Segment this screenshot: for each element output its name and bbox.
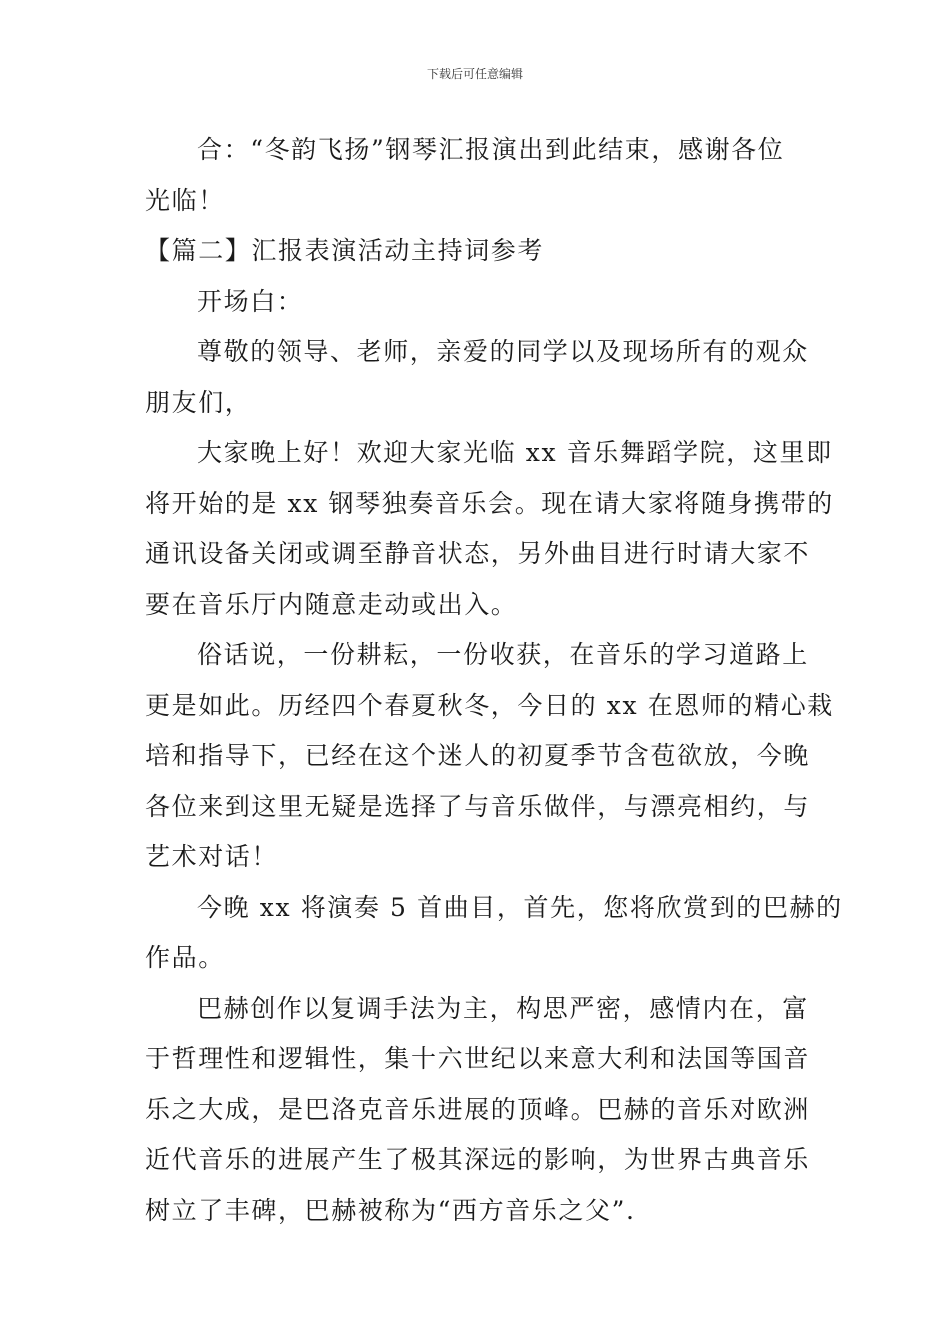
paragraph-welcome-line: 要在音乐厅内随意走动或出入。 [145, 589, 518, 619]
paragraph-proverb-line: 培和指导下，已经在这个迷人的初夏季节含苞欲放，今晚 [145, 741, 811, 770]
paragraph-closing-line: 合：“冬韵飞扬”钢琴汇报演出到此结束，感谢各位 [197, 135, 785, 164]
document-body [145, 125, 843, 1236]
paragraph-bach-line: 巴赫创作以复调手法为主，构思严密，感情内在，富 [197, 993, 809, 1023]
paragraph-proverb-line: 各位来到这里无疑是选择了与音乐做伴，与漂亮相约，与 [145, 791, 811, 821]
paragraph-greeting-line: 朋友们， [145, 387, 252, 417]
paragraph-welcome-line: 将开始的是 xx 钢琴独奏音乐会。现在请大家将随身携带的 [145, 488, 834, 518]
paragraph-program-line: 今晚 xx 将演奏 5 首曲目，首先，您将欣赏到的巴赫的 [197, 892, 843, 922]
page-header-note: 下载后可任意编辑 [426, 67, 523, 81]
paragraph-bach-line: 树立了丰碑，巴赫被称为“西方音乐之父”. [145, 1195, 636, 1225]
paragraph-bach-line: 于哲理性和逻辑性，集十六世纪以来意大利和法国等国音 [145, 1044, 811, 1073]
paragraph-program-line: 作品。 [145, 943, 225, 972]
paragraph-welcome-line: 通讯设备关闭或调至静音状态，另外曲目进行时请大家不 [145, 539, 811, 568]
paragraph-proverb-line: 俗话说，一份耕耘，一份收获，在音乐的学习道路上 [197, 640, 809, 669]
paragraph-proverb-line: 更是如此。历经四个春夏秋冬，今日的 xx 在恩师的精心栽 [145, 690, 834, 720]
paragraph-bach-line: 乐之大成，是巴洛克音乐进展的顶峰。巴赫的音乐对欧洲 [145, 1094, 811, 1124]
paragraph-bach-line: 近代音乐的进展产生了极其深远的影响，为世界古典音乐 [145, 1145, 811, 1174]
opening-label: 开场白： [197, 286, 304, 316]
paragraph-proverb-line: 艺术对话！ [145, 842, 279, 871]
paragraph-greeting-line: 尊敬的领导、老师，亲爱的同学以及现场所有的观众 [197, 337, 809, 366]
paragraph-welcome-line: 大家晚上好！欢迎大家光临 xx 音乐舞蹈学院，这里即 [197, 438, 833, 467]
paragraph-closing-line: 光临！ [145, 185, 225, 215]
section-heading: 【篇二】汇报表演活动主持词参考 [145, 236, 545, 265]
